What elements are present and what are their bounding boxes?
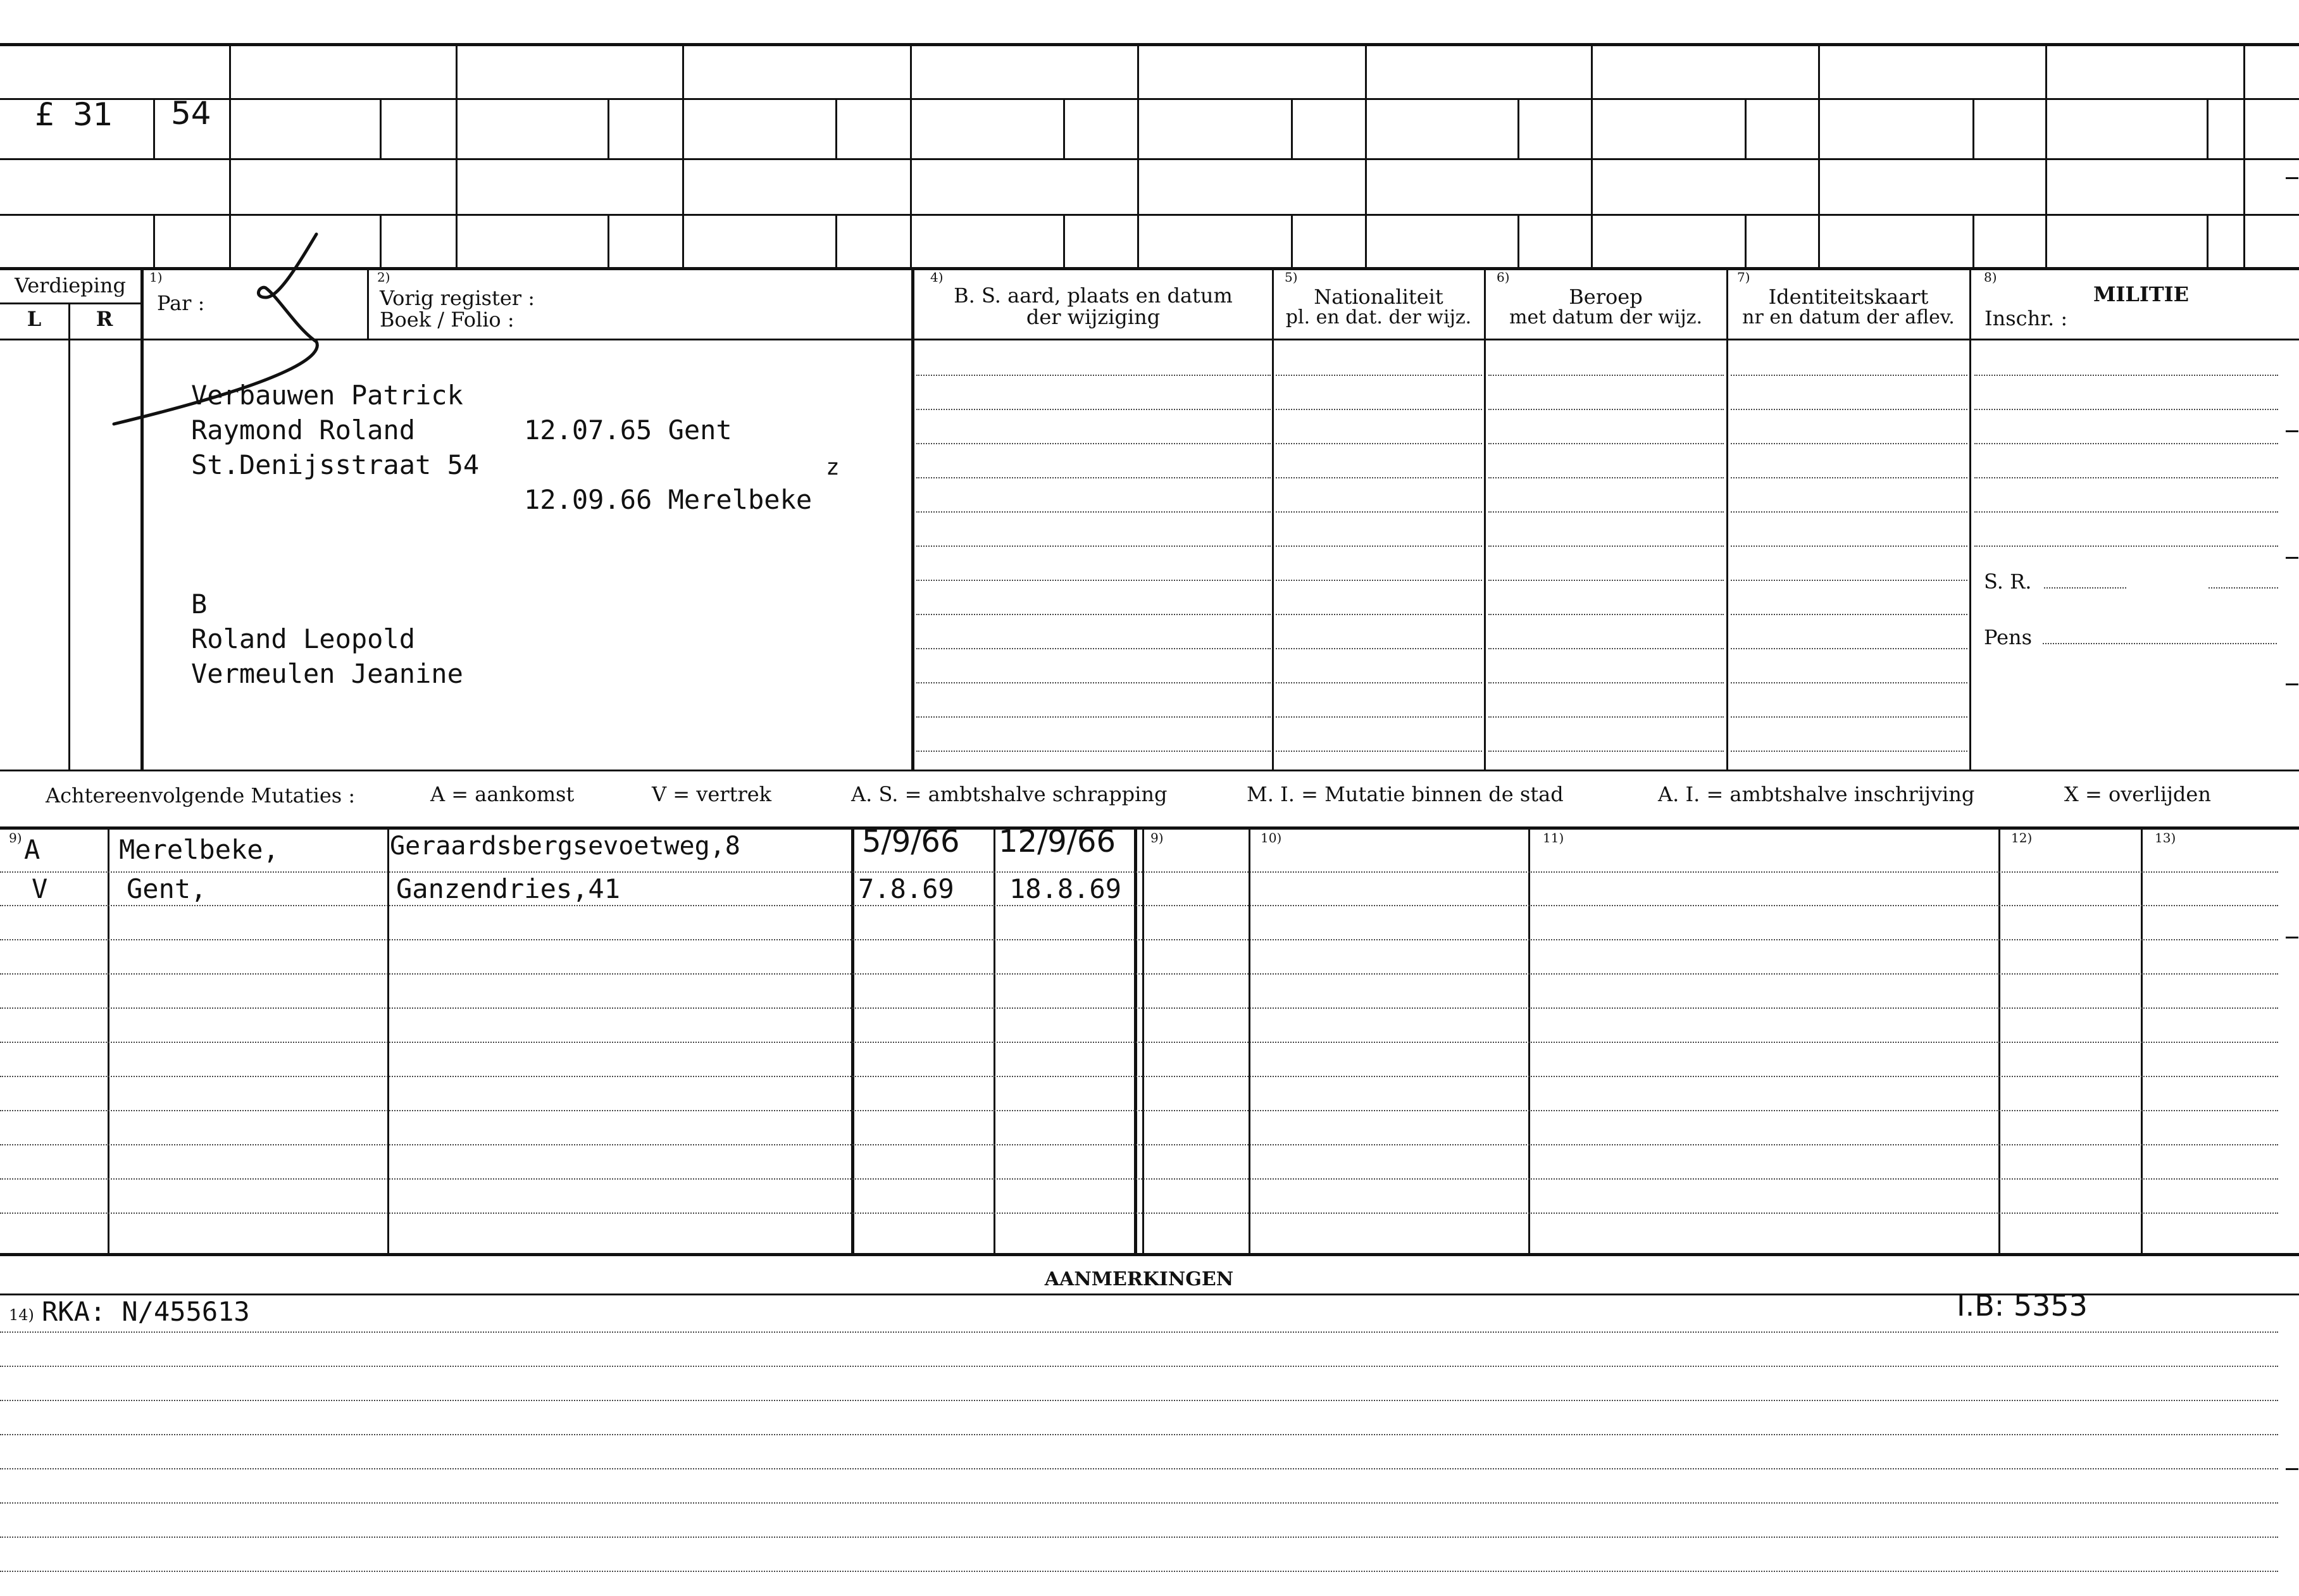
bs-label-line2: der wijziging — [1026, 305, 1161, 329]
militie-sr: S. R. — [1984, 570, 2032, 594]
mut-row-type: V — [32, 873, 48, 904]
mut-row-date1: 7.8.69 — [858, 873, 954, 904]
mut-row-street: Geraardsbergsevoetweg,8 — [390, 832, 740, 861]
vorig-num: 2) — [377, 270, 390, 285]
grid-subcol — [380, 98, 382, 158]
beroep-label-line1: Beroep — [1569, 285, 1643, 309]
par-label: Par : — [157, 291, 205, 315]
verdieping-label: Verdieping — [15, 273, 126, 297]
remarks-num: 14) — [9, 1306, 34, 1324]
legend-v: V = vertrek — [652, 782, 772, 806]
legend-a: A = aankomst — [430, 782, 575, 806]
pens-dots — [2043, 643, 2277, 644]
remarks-top-line — [0, 1294, 2299, 1295]
person-b: B — [191, 589, 208, 620]
mut-col — [851, 826, 854, 1253]
person-given-names: Raymond Roland — [191, 415, 416, 446]
top-border — [0, 43, 2299, 46]
mut-col — [994, 826, 995, 1253]
grid-line — [0, 158, 2299, 160]
mut-row-place: Merelbeke, — [119, 834, 279, 865]
code-number: 31 — [73, 96, 113, 133]
bs-num: 4) — [930, 270, 944, 285]
grid-col — [2243, 43, 2245, 267]
remarks-ib: I.B: 5353 — [1957, 1288, 2088, 1323]
legend-title: Achtereenvolgende Mutaties : — [46, 783, 356, 807]
code-page: 54 — [171, 95, 211, 132]
person-birth: 12.07.65 Gent — [524, 415, 732, 446]
militie-inschr: Inschr. : — [1984, 306, 2068, 330]
person-surname-firstname: Verbauwen Patrick — [191, 380, 463, 411]
col-divider-lr — [68, 302, 70, 770]
col-divider — [1272, 267, 1274, 770]
nat-num: 5) — [1285, 270, 1298, 285]
col-divider — [367, 267, 369, 339]
mut-col — [387, 826, 389, 1253]
grid-col — [1137, 43, 1139, 267]
grid-col — [1591, 43, 1593, 267]
grid-subcol — [1972, 214, 1974, 267]
grid-subcol — [607, 214, 609, 267]
id-label-line1: Identiteitskaart — [1768, 285, 1929, 309]
grid-line — [0, 267, 2299, 270]
mut-col-num: 9) — [9, 830, 22, 845]
person-address: St.Denijsstraat 54 — [191, 449, 480, 480]
sr-dots — [2044, 587, 2126, 589]
grid-line — [0, 98, 2299, 100]
grid-subcol — [1745, 214, 1747, 267]
grid-subcol — [380, 214, 382, 267]
person-mark: z — [826, 454, 840, 480]
boek-folio-label: Boek / Folio : — [380, 308, 514, 332]
mut-row-date1: 5/9/66 — [862, 824, 960, 859]
nat-label-line1: Nationaliteit — [1314, 285, 1443, 309]
remarks-title: AANMERKINGEN — [1044, 1268, 1234, 1290]
grid-subcol — [1745, 98, 1747, 158]
l-label: L — [27, 307, 42, 331]
remarks-rka: RKA: N/455613 — [42, 1296, 250, 1327]
person-date2: 12.09.66 Merelbeke — [524, 484, 813, 515]
r-label: R — [96, 307, 113, 331]
mut-col — [1142, 826, 1144, 1253]
mut-row-date2: 18.8.69 — [1009, 873, 1122, 904]
mut-col — [2141, 826, 2143, 1253]
col-divider — [1726, 267, 1728, 770]
legend-top-line — [0, 770, 2299, 771]
code-letter: £ — [35, 96, 55, 133]
col-divider — [911, 267, 914, 770]
legend-as: A. S. = ambtshalve schrapping — [851, 782, 1168, 806]
sr-dots — [2209, 587, 2278, 589]
mut-col-num: 10) — [1261, 830, 1282, 845]
id-num: 7) — [1737, 270, 1750, 285]
legend-mi: M. I. = Mutatie binnen de stad — [1247, 782, 1564, 806]
vorig-register-label: Vorig register : — [380, 286, 535, 310]
grid-col — [910, 43, 912, 267]
mut-col-num: 13) — [2155, 830, 2176, 845]
mut-col — [1998, 826, 2000, 1253]
grid-col — [682, 43, 684, 267]
mut-row-street: Ganzendries,41 — [396, 873, 621, 904]
par-num: 1) — [149, 270, 163, 285]
id-label-line2: nr en datum der aflev. — [1742, 306, 1955, 328]
grid-subcol — [1063, 214, 1065, 267]
grid-subcol — [1063, 98, 1065, 158]
mut-col — [1134, 826, 1137, 1253]
person-mother: Vermeulen Jeanine — [191, 658, 463, 689]
grid-subcol — [2207, 98, 2209, 158]
bs-label-line1: B. S. aard, plaats en datum — [954, 284, 1233, 308]
mutations-bottom-line — [0, 1253, 2299, 1256]
pen-stroke-mark — [108, 228, 335, 430]
grid-col — [456, 43, 458, 267]
mutations-top-line — [0, 826, 2299, 830]
col-divider — [1969, 267, 1971, 770]
grid-subcol — [1291, 214, 1293, 267]
legend-ai: A. I. = ambtshalve inschrijving — [1658, 782, 1975, 806]
beroep-num: 6) — [1497, 270, 1510, 285]
nat-label-line2: pl. en dat. der wijz. — [1285, 306, 1472, 328]
legend-x: X = overlijden — [2064, 782, 2211, 806]
grid-subcol — [835, 214, 837, 267]
mut-col — [108, 826, 109, 1253]
grid-subcol — [607, 98, 609, 158]
militie-title: MILITIE — [2093, 282, 2190, 306]
header-bottom-line — [0, 339, 2299, 340]
col-divider — [1484, 267, 1486, 770]
grid-col — [2045, 43, 2047, 267]
beroep-label-line2: met datum der wijz. — [1509, 306, 1702, 328]
grid-subcol — [2207, 214, 2209, 267]
militie-num: 8) — [1984, 270, 1997, 285]
grid-subcol — [1291, 98, 1293, 158]
person-father: Roland Leopold — [191, 623, 416, 654]
grid-col — [1818, 43, 1820, 267]
grid-subcol — [835, 98, 837, 158]
grid-subcol — [1517, 98, 1519, 158]
mut-row-type: A — [24, 834, 40, 865]
mut-col-num: 9) — [1150, 830, 1164, 845]
grid-subcol — [1517, 214, 1519, 267]
mut-row-place: Gent, — [127, 873, 207, 904]
grid-subcol — [153, 98, 155, 158]
mut-col — [1528, 826, 1530, 1253]
grid-subcol — [1972, 98, 1974, 158]
grid-col — [1365, 43, 1367, 267]
grid-line — [0, 214, 2299, 216]
mut-col — [1249, 826, 1250, 1253]
mut-col-num: 11) — [1543, 830, 1564, 845]
mut-row-date2: 12/9/66 — [999, 824, 1116, 859]
mut-col-num: 12) — [2011, 830, 2033, 845]
militie-pens: Pens — [1984, 625, 2033, 649]
